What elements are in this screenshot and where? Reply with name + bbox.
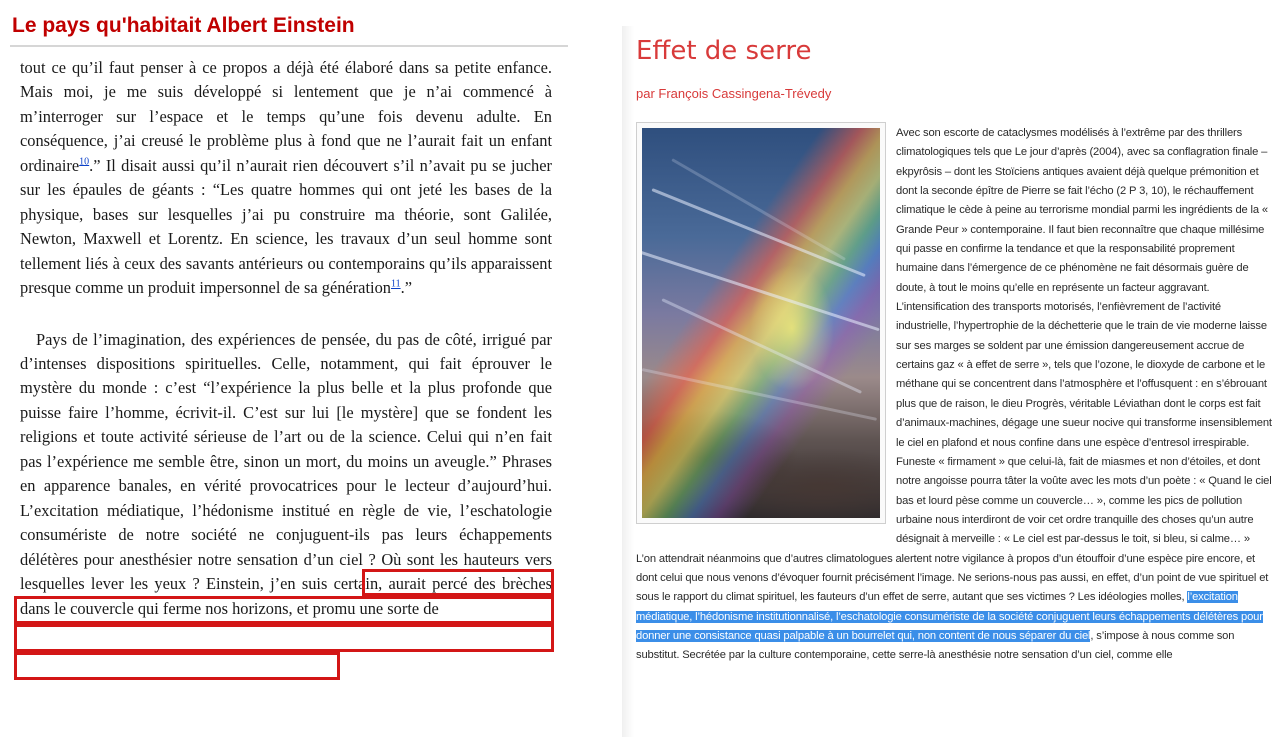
boxed-quote-text: L’excitation médiatique, l’hédonisme institué en règle de vie, l’eschatologie consumériste de notre société ne conjuguent-ils pas leurs échappements délétères pour anesthésier notre sensation d’un ciel ? — [20, 500, 552, 569]
article-paragraph-1: Avec son escorte de cataclysmes modélisés à l’extrême par des thrillers climatologiques tels que Le jour d’après (2004), avec sa conflagration finale – ekpyrôsis – dont les Stoïciens antiques avaient déjà quelque prémonition et dont la seconde épître de Pierre se fait l’écho (2 P 3, 10), le réchauffement climatique le cède à peine au terrorisme mondial parmi les ingrédients de la « Grande Peur » contemporaine. Il faut bien reconnaître que chaque millésime qui passe en confirme la tendance et que la responsabilité proprement humaine dans l’émergence de ce phénomène ne fait désormais guère de doute, à tout le moins qu’elle en représente un facteur aggravant. L’intensification des transports motorisés, l’enfièvrement de l’activité industrielle, l’hypertrophie de la déchetterie que le train de vie moderne laisse sur ses marges se soldent par une émission dangereusement accrue de certains gaz « à effet de serre », tels que l’ozone, le dioxyde de carbone et le méthane qui se concentrent dans l’atmosphère et l’offusquent : en s’ébrouant plus que de raison, le dieu Progrès, véritable Léviathan dont le corps est fait d’animaux-machines, dégage une sueur nocive qui transforme insensiblement le ciel en plafond et nous confine dans une espèce d’entresol irrespirable. Funeste « firmament » que celui-là, fait de miasmes et non d’étoiles, et dont notre angoisse pourra tâter la voûte avec les mots d’un poète : « Quand le ciel bas et lourd pèse comme un couvercle… », comme les pics de pollution urbaine nous interdiront de voir cet ordre tranquille des choses qu’un autre désignait à merveille : « Le ciel est par-dessus le toit, si bleu, si calme… » — [896, 127, 1272, 546]
article-body — [636, 124, 1272, 666]
paragraph-text: Où sont les hauteurs vers lesquelles lever les yeux ? Einstein, j’en suis certain, aurait percé des brèches dans le couvercle qui ferme nos horizons, et promu une sorte de — [20, 549, 552, 618]
title-divider — [10, 45, 568, 47]
left-document-body — [20, 56, 552, 621]
paragraph-text: Pays de l’imagination, des expériences de pensée, du pas de côté, irrigué par d’intenses dispositions spirituelles. Celle, notamment, qui fait éprouver le mystère du monde : c’est “l’expérience la plus belle et la plus profonde que puisse faire l’homme, écrivit-il. C’est sur lui [le mystère] que se fondent les religions et toute activité sérieuse de l’art ou de la science. Celui qui n’en fait pas l’expérience me semble être, sinon un mort, du moins un aveugle.” Phrases en apparence banales, en vérité provocatrices pour le lecteur d’aujourd’hui. — [20, 329, 552, 496]
highlighted-selection[interactable]: l’excitation médiatique, l’hédonisme institutionnalisé, l’eschatologie consumériste de la société conjuguent leurs échappements délétères pour donner une consistance quasi palpable à un bourrelet qui, non content de nous séparer du ciel — [636, 591, 1263, 642]
article-author: par François Cassingena-Trévedy — [636, 86, 832, 101]
panel-shadow — [622, 26, 634, 737]
footnote-link-10[interactable]: 10 — [79, 156, 90, 168]
red-annotation-box — [14, 652, 340, 680]
red-annotation-box — [14, 596, 554, 624]
red-annotation-box — [14, 624, 554, 652]
left-paragraph-1 — [20, 56, 552, 301]
left-document — [0, 0, 568, 737]
paragraph-text: .” — [400, 278, 412, 298]
paragraph-text: .” Il disait aussi qu’il n’aurait rien découvert s’il n’avait pu se jucher sur les épaules de géants : “Les quatre hommes qui ont jeté les bases de la physique, bases sur lesquelles j’ai pu construire ma théorie, sont Galilée, Newton, Maxwell et Lorentz. En science, les travaux d’un seul homme sont tellement liés à ceux des savants antérieurs ou contemporains qu’ils apparaissent presque comme un produit impersonnel de sa génération — [20, 155, 552, 298]
article-text: , s’impose à nous comme son substitut. Secrétée par la culture contemporaine, cette serre-là anesthésie notre sensation d’un ciel, comme elle — [636, 629, 1235, 662]
image-float-spacer — [636, 124, 896, 536]
article-text: L’on attendrait néanmoins que d’autres climatologues alertent notre vigilance à propos d’un étouffoir d’une espèce pire encore, et dont celui que nous venons d’évoquer fournit précisément l’image. Ne serions-nous pas aussi, en effet, d’un point de vue spirituel et sous le rapport du climat spirituel, les fauteurs d’un effet de serre, autant que ses victimes ? Les idéologies molles, — [636, 552, 1269, 604]
footnote-link-11[interactable]: 11 — [390, 278, 401, 290]
article-paragraph-2 — [636, 550, 1272, 666]
left-document-title: Le pays qu'habitait Albert Einstein — [12, 14, 355, 37]
article-title: Effet de serre — [636, 36, 812, 66]
red-annotation-box — [362, 569, 554, 596]
right-article — [622, 26, 1280, 737]
paragraph-text: tout ce qu’il faut penser à ce propos a déjà été élaboré dans sa petite enfance. Mais moi, je me suis développé si lentement que je n’ai commencé à m’interroger sur l’espace et le temps qu’une fois devenu adulte. En conséquence, j’ai creusé le problème plus à fond que ne l’aurait fait un enfant ordinaire — [20, 58, 552, 175]
